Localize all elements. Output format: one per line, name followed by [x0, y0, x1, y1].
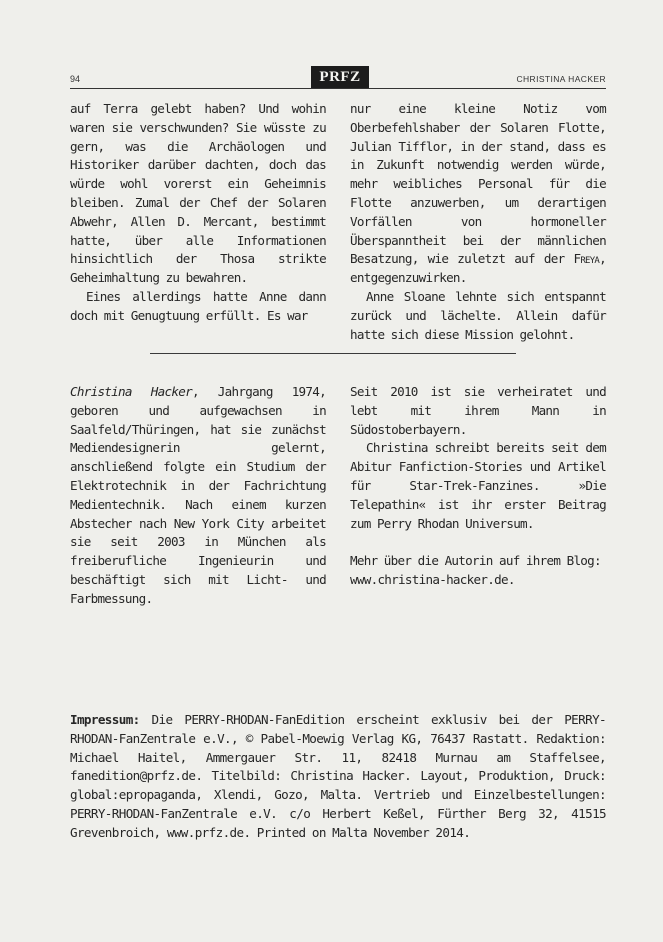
- bio-text: , Jahrgang 1974, geboren und aufgewachsen in Saalfeld/Thüringen, hat sie zunächst Mediendesignerin gelernt, anschließend folgte ein Studium der Elektrotechnik in der Fachrichtung Medientechnik. Nach einem kurzen Abstecher nach New York City arbeitet sie seit 2003 in München als freiberufliche Ingenieurin und beschäftigt sich mit Licht- und Farbmessung.: [70, 384, 327, 606]
- running-head: CHRISTINA HACKER: [516, 74, 606, 84]
- story-text: , entgegenzuwirken.: [350, 251, 606, 286]
- impressum-block: [70, 711, 606, 843]
- story-paragraph: Eines allerdings hatte Anne dann doch mit Genugtuung erfüllt. Es war: [70, 288, 326, 323]
- story-paragraph: Anne Sloane lehnte sich entspannt zurück und lächelte. Allein dafür hatte sich diese Mission gelohnt.: [350, 288, 606, 342]
- page-number: 94: [70, 74, 81, 84]
- page-header: [70, 66, 606, 89]
- blog-paragraph: [350, 552, 606, 590]
- story-paragraph: [350, 100, 606, 288]
- blog-link[interactable]: www.christina-hacker.de.: [350, 571, 515, 587]
- section-divider: [150, 353, 516, 354]
- bio-paragraph: Christina schreibt bereits seit dem Abitur Fanfiction-Stories und Artikel für Star-Trek-Fanzines. »Die Telepathin« ist ihr erster Beitrag zum Perry Rhodan Universum.: [350, 440, 606, 531]
- prfz-logo: PRFZ: [311, 66, 369, 88]
- bio-paragraph: [70, 383, 326, 609]
- bio-column-left: [70, 383, 326, 609]
- story-paragraph: auf Terra gelebt haben? Und wohin waren sie verschwunden? Sie wüsste zu gern, was die Archäologen und Historiker darüber dachten, doch das würde wohl vorerst ein Geheimnis bleiben. Zumal der Chef der Solaren Abwehr, Allen D. Mercant, bestimmt hatte, über alle Informationen hinsichtlich der Thosa strikte Geheimhaltung zu bewahren.: [70, 101, 326, 286]
- bio-paragraph: Seit 2010 ist sie verheiratet und lebt mit ihrem Mann in Südostoberbayern.: [350, 384, 606, 437]
- impressum-label: Impressum:: [70, 712, 140, 727]
- story-text: nur eine kleine Notiz vom Oberbefehlshaber der Solaren Flotte, Julian Tifflor, in der stand, dass es in Zukunft notwendig werden würde, mehr weibliches Personal für die Flotte anzuwerben, um derartigen Vorfällen von hormoneller Überspanntheit bei der männlichen Besatzung, wie zuletzt auf der: [350, 101, 606, 267]
- bio-column-right: [350, 383, 606, 590]
- ship-name: Freya: [573, 251, 600, 267]
- blog-text: Mehr über die Autorin auf ihrem Blog:: [350, 553, 601, 569]
- story-column-right: [350, 100, 606, 344]
- story-column-left: [70, 100, 326, 326]
- impressum-text: Die PERRY-RHODAN-FanEdition erscheint exklusiv bei der PERRY-RHODAN-FanZentrale e.V., © Pabel-Moewig Verlag KG, 76437 Rastatt. Redaktion: Michael Haitel, Ammergauer Str. 11, 82418 Murnau am Staffelsee, fanedition@prfz.de. Titelbild: Christina Hacker. Layout, Produktion, Druck: global:epropaganda, Xlendi, Gozo, Malta. Vertrieb und Einzelbestellungen: PERRY-RHODAN-FanZentrale e.V. c/o Herbert Keßel, Fürther Berg 32, 41515 Grevenbroich, www.prfz.de. Printed on Malta November 2014.: [70, 712, 606, 840]
- author-name: Christina Hacker: [70, 384, 192, 399]
